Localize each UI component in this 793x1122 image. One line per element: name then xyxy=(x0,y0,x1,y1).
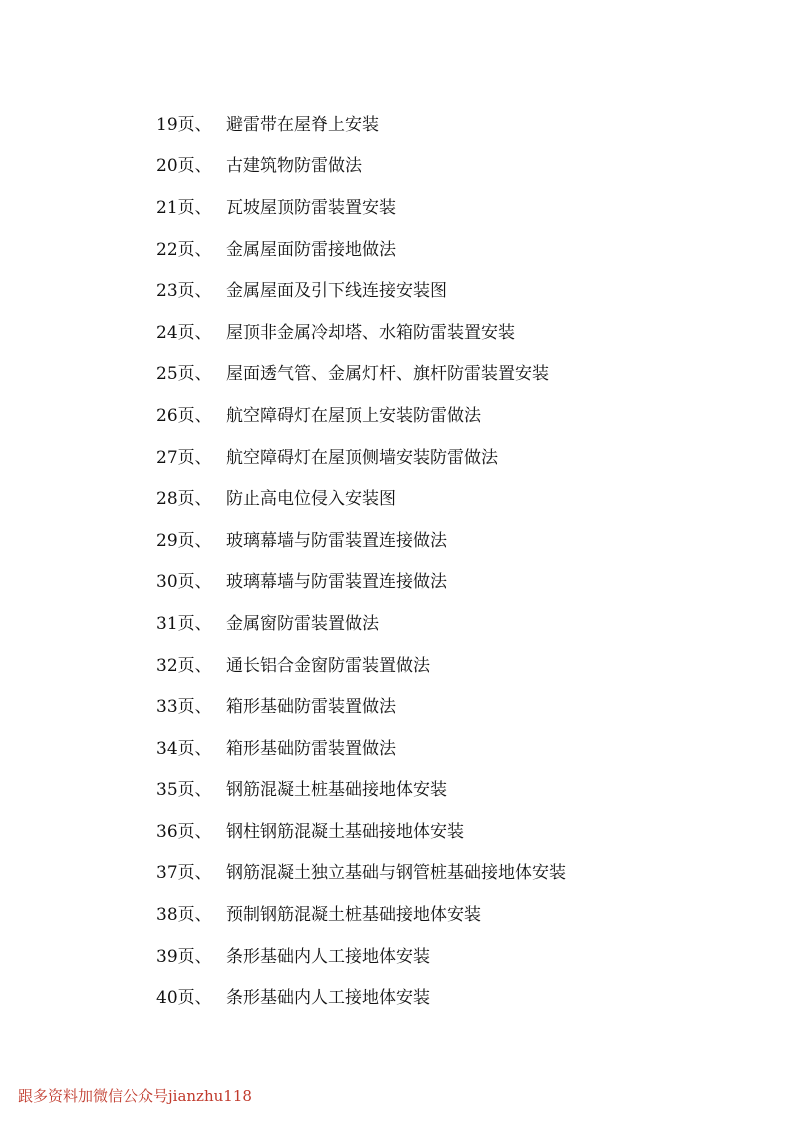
toc-item xyxy=(156,686,756,728)
toc-item xyxy=(156,354,756,396)
toc-item xyxy=(156,936,756,978)
toc-item xyxy=(156,270,756,312)
toc-entry-title: 屋面透气管、金属灯杆、旗杆防雷装置安装 xyxy=(226,364,549,385)
toc-item xyxy=(156,104,756,146)
toc-entry-title: 屋顶非金属冷却塔、水箱防雷装置安装 xyxy=(226,322,515,343)
toc-entry-title: 预制钢筋混凝土桩基础接地体安装 xyxy=(226,905,481,926)
toc-page-number: 21页、 xyxy=(156,197,212,218)
toc-entry-title: 钢柱钢筋混凝土基础接地体安装 xyxy=(226,821,464,842)
toc-entry-title: 钢筋混凝土桩基础接地体安装 xyxy=(226,780,447,801)
toc-entry-title: 玻璃幕墙与防雷装置连接做法 xyxy=(226,572,447,593)
toc-page-number: 25页、 xyxy=(156,364,212,385)
toc-page-number: 36页、 xyxy=(156,821,212,842)
toc-page-number: 35页、 xyxy=(156,780,212,801)
toc-page-number: 39页、 xyxy=(156,946,212,967)
toc-page-number: 32页、 xyxy=(156,655,212,676)
toc-item xyxy=(156,603,756,645)
toc-entry-title: 金属屋面及引下线连接安装图 xyxy=(226,281,447,302)
toc-item xyxy=(156,853,756,895)
toc-page-number: 29页、 xyxy=(156,530,212,551)
toc-page-number: 40页、 xyxy=(156,988,212,1009)
toc-item xyxy=(156,520,756,562)
toc-item xyxy=(156,977,756,1019)
toc-page-number: 30页、 xyxy=(156,572,212,593)
toc-entry-title: 金属屋面防雷接地做法 xyxy=(226,239,396,260)
toc-page-number: 28页、 xyxy=(156,489,212,510)
toc-item xyxy=(156,312,756,354)
toc-page-number: 27页、 xyxy=(156,447,212,468)
toc-entry-title: 航空障碍灯在屋顶上安装防雷做法 xyxy=(226,405,481,426)
toc-entry-title: 条形基础内人工接地体安装 xyxy=(226,988,430,1009)
footer-watermark-note: 跟多资料加微信公众号jianzhu118 xyxy=(18,1087,252,1105)
toc-item xyxy=(156,894,756,936)
toc-entry-title: 防止高电位侵入安装图 xyxy=(226,489,396,510)
toc-page-number: 38页、 xyxy=(156,905,212,926)
toc-entry-title: 箱形基础防雷装置做法 xyxy=(226,697,396,718)
toc-item xyxy=(156,478,756,520)
toc-item xyxy=(156,562,756,604)
toc-page-number: 24页、 xyxy=(156,322,212,343)
toc-item xyxy=(156,146,756,188)
toc-entry-title: 航空障碍灯在屋顶侧墙安装防雷做法 xyxy=(226,447,498,468)
toc-item xyxy=(156,645,756,687)
toc-page-number: 26页、 xyxy=(156,405,212,426)
toc-entry-title: 避雷带在屋脊上安装 xyxy=(226,114,379,135)
toc-item xyxy=(156,395,756,437)
toc-page-number: 22页、 xyxy=(156,239,212,260)
toc-item xyxy=(156,770,756,812)
toc-page-number: 34页、 xyxy=(156,738,212,759)
toc-page-number: 19页、 xyxy=(156,114,212,135)
toc-entry-title: 箱形基础防雷装置做法 xyxy=(226,738,396,759)
toc-entry-title: 钢筋混凝土独立基础与钢管桩基础接地体安装 xyxy=(226,863,566,884)
toc-entry-title: 金属窗防雷装置做法 xyxy=(226,613,379,634)
toc-page-number: 33页、 xyxy=(156,697,212,718)
toc-item xyxy=(156,437,756,479)
toc-page-number: 20页、 xyxy=(156,156,212,177)
toc-page-number: 23页、 xyxy=(156,281,212,302)
toc-entry-title: 玻璃幕墙与防雷装置连接做法 xyxy=(226,530,447,551)
table-of-contents xyxy=(156,104,756,1019)
toc-item xyxy=(156,811,756,853)
toc-entry-title: 瓦坡屋顶防雷装置安装 xyxy=(226,197,396,218)
toc-item xyxy=(156,187,756,229)
toc-item xyxy=(156,229,756,271)
toc-entry-title: 条形基础内人工接地体安装 xyxy=(226,946,430,967)
toc-entry-title: 通长铝合金窗防雷装置做法 xyxy=(226,655,430,676)
toc-page-number: 37页、 xyxy=(156,863,212,884)
toc-item xyxy=(156,728,756,770)
toc-page-number: 31页、 xyxy=(156,613,212,634)
toc-entry-title: 古建筑物防雷做法 xyxy=(226,156,362,177)
